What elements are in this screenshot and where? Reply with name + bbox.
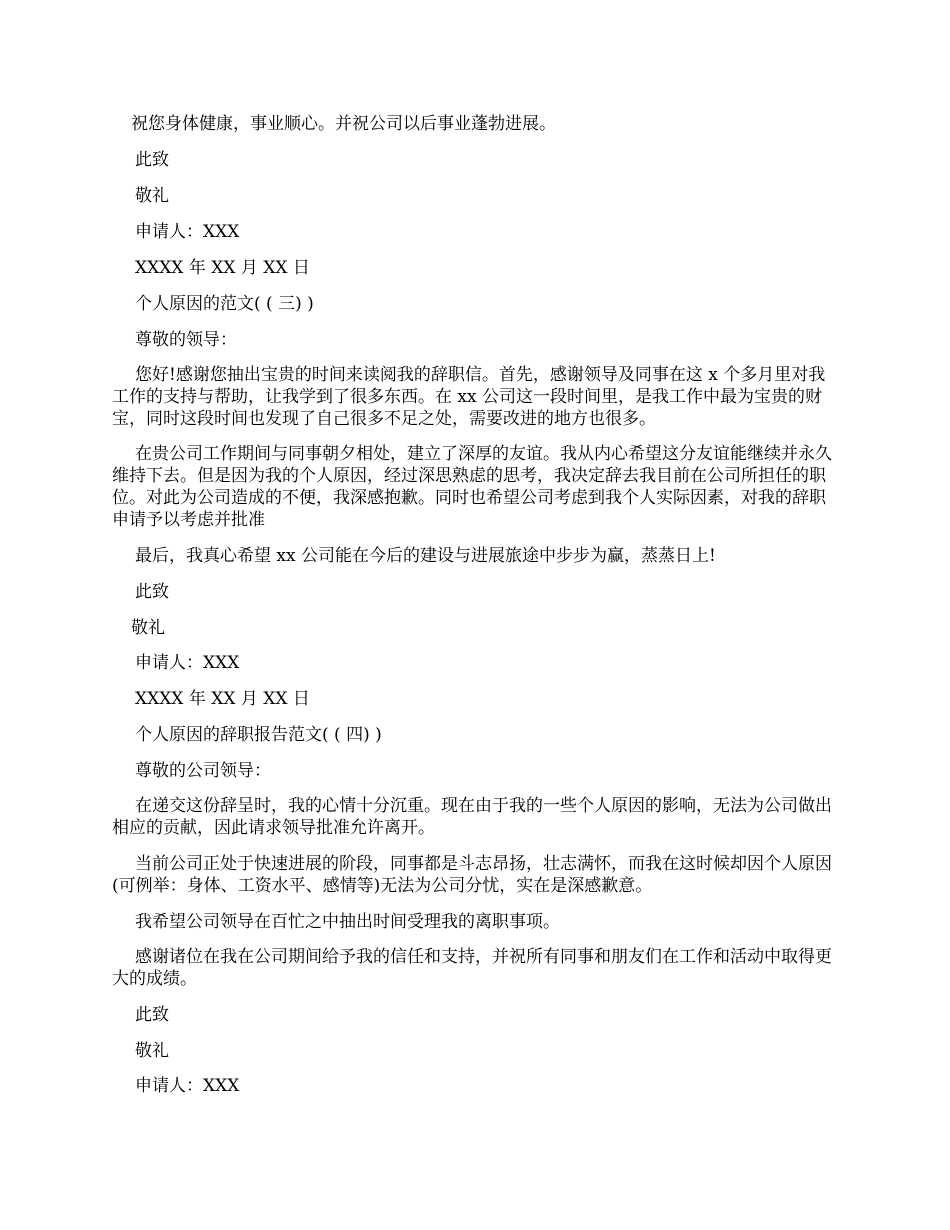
body-paragraph: 感谢诸位在我在公司期间给予我的信任和支持，并祝所有同事和朋友们在工作和活动中取得更大的成绩。 (112, 947, 832, 989)
date-line: XXXX 年 XX 月 XX 日 (135, 689, 310, 709)
salutation-cizhi: 此致 (135, 582, 169, 602)
applicant-line: 申请人：XXX (135, 653, 240, 673)
greeting-line: 尊敬的公司领导： (135, 761, 271, 781)
body-paragraph: 当前公司正处于快速进展的阶段，同事都是斗志昂扬，壮志满怀，而我在这时候却因个人原因(可例举：身体、工资水平、感情等)无法为公司分忧，实在是深感歉意。 (112, 854, 832, 896)
section-heading-3: 个人原因的范文( ( 三) ) (135, 294, 314, 314)
body-paragraph: 您好!感谢您抽出宝贵的时间来读阅我的辞职信。首先，感谢领导及同事在这 x 个多月里对我工作的支持与帮助，让我学到了很多东西。在 xx 公司这一段时间里，是我工作中最为宝贵的财宝，同时这段时间也发现了自己很多不足之处，需要改进的地方也很多。 (112, 365, 826, 429)
closing-paragraph: 最后，我真心希望 xx 公司能在今后的建设与进展旅途中步步为赢，蒸蒸日上! (135, 546, 716, 566)
applicant-line: 申请人：XXX (135, 222, 240, 242)
body-paragraph: 在贵公司工作期间与同事朝夕相处，建立了深厚的友谊。我从内心希望这分友谊能继续并永久维持下去。但是因为我的个人原因，经过深思熟虑的思考，我决定辞去我目前在公司所担任的职位。对此为公司造成的不便，我深感抱歉。同时也希望公司考虑到我个人实际因素，对我的辞职申请予以考虑并批准 (112, 444, 832, 530)
salutation-cizhi: 此致 (135, 1005, 169, 1025)
section-heading-4: 个人原因的辞职报告范文( ( 四) ) (135, 725, 382, 745)
salutation-jingli: 敬礼 (135, 186, 169, 206)
salutation-cizhi: 此致 (135, 150, 169, 170)
salutation-jingli: 敬礼 (135, 1041, 169, 1061)
closing-wish: 祝您身体健康，事业顺心。并祝公司以后事业蓬勃进展。 (131, 114, 556, 134)
applicant-line: 申请人：XXX (135, 1076, 240, 1096)
date-line: XXXX 年 XX 月 XX 日 (135, 258, 310, 278)
body-paragraph: 在递交这份辞呈时，我的心情十分沉重。现在由于我的一些个人原因的影响，无法为公司做出相应的贡献，因此请求领导批准允许离开。 (112, 796, 832, 838)
body-line: 我希望公司领导在百忙之中抽出时间受理我的离职事项。 (135, 912, 560, 932)
salutation-jingli: 敬礼 (131, 618, 165, 638)
greeting-line: 尊敬的领导： (135, 330, 237, 350)
